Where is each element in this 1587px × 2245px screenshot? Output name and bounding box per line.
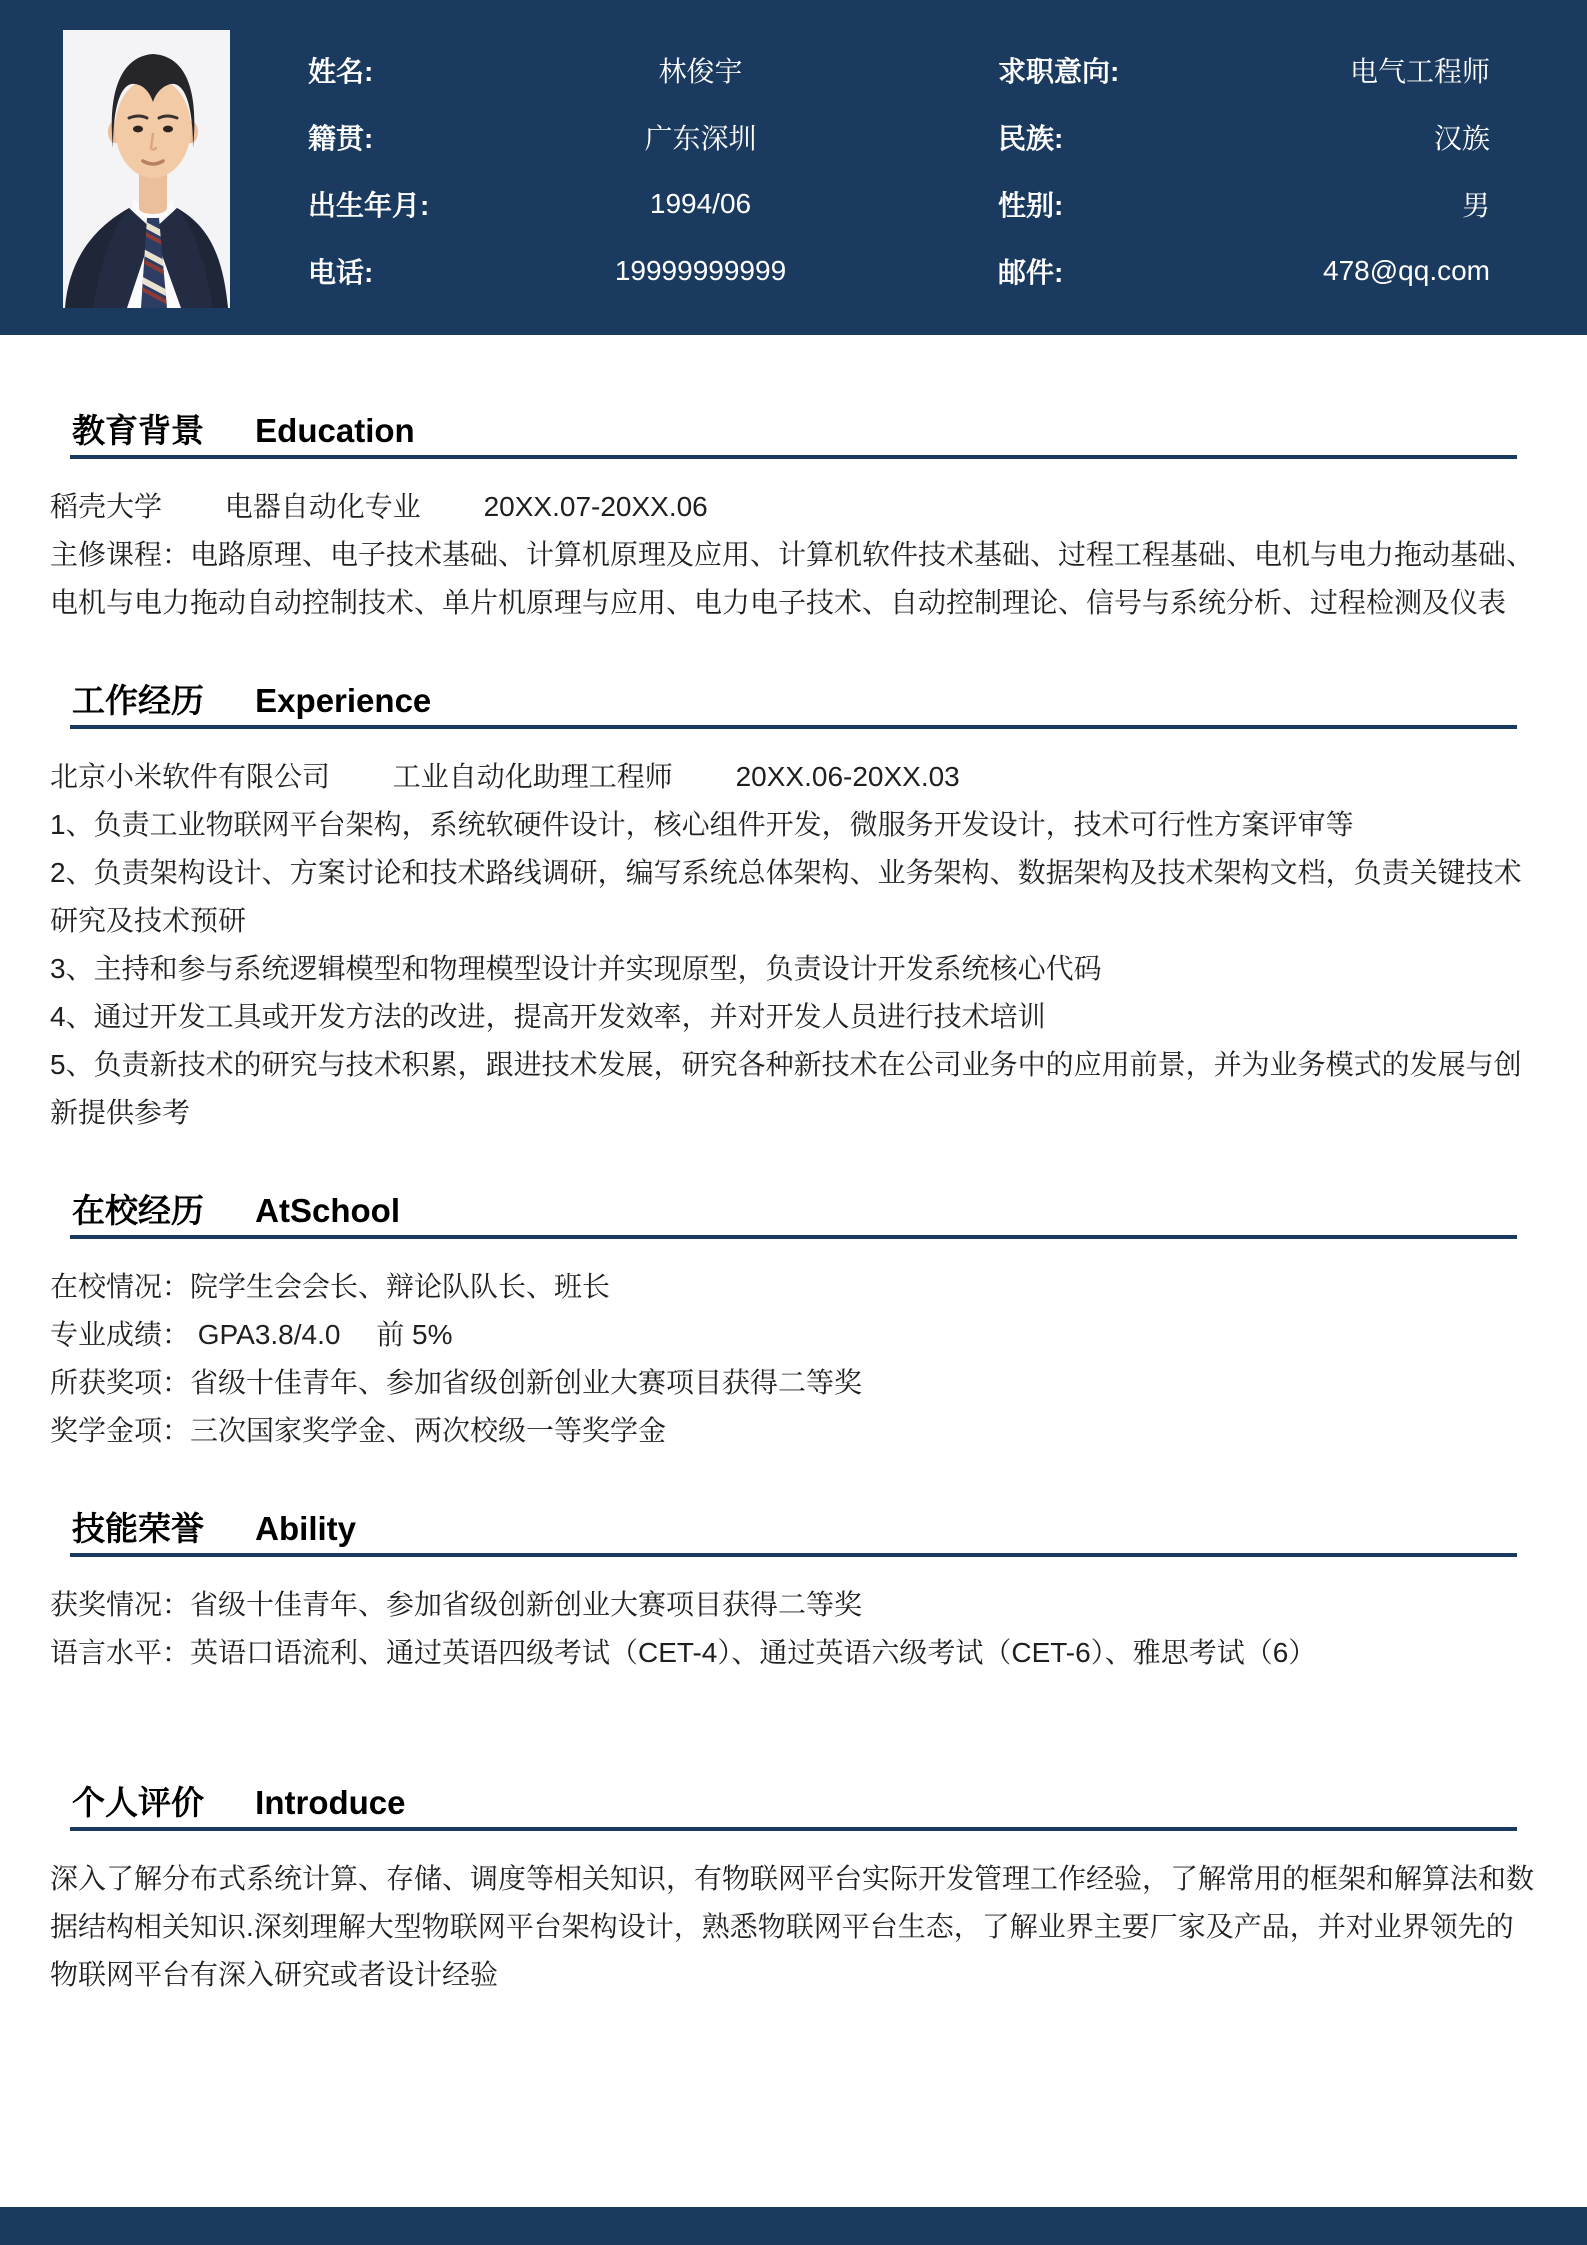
field-label: 求职意向:	[998, 55, 1120, 87]
section-title-cn: 工作经历	[72, 682, 204, 719]
atschool-line: 奖学金项：三次国家奖学金、两次校级一等奖学金	[50, 1415, 667, 1446]
atschool-line: 所获奖项：省级十佳青年、参加省级创新创业大赛项目获得二等奖	[50, 1367, 863, 1398]
field-value: 林俊宇	[658, 55, 743, 87]
field-value: 478@qq.com	[1323, 254, 1490, 286]
field-value: 广东深圳	[644, 122, 757, 154]
field-label: 出生年月:	[308, 189, 430, 221]
field-email	[998, 237, 1490, 304]
school-name: 稻壳大学	[50, 491, 163, 522]
major-name: 电器自动化专业	[224, 491, 421, 522]
field-value: 男	[1461, 189, 1490, 221]
experience-item: 1、负责工业物联网平台架构，系统软硬件设计，核心组件开发，微服务开发设计，技术可行性方案评审等	[50, 809, 1354, 840]
experience-company-line	[50, 753, 1537, 801]
atschool-line: 在校情况：院学生会会长、辩论队队长、班长	[50, 1271, 611, 1302]
ability-section-title	[70, 1511, 1517, 1557]
header	[0, 0, 1587, 335]
field-label: 电话:	[308, 256, 374, 288]
field-label: 邮件:	[998, 256, 1064, 288]
atschool-section-title	[70, 1193, 1517, 1239]
company-name: 北京小米软件有限公司	[50, 761, 331, 792]
introduce-paragraph: 深入了解分布式系统计算、存储、调度等相关知识，有物联网平台实际开发管理工作经验，了解常用的框架和解算法和数据结构相关知识.深刻理解大型物联网平台架构设计，熟悉物联网平台生态，了解业界主要厂家及产品，并对业界领先的物联网平台有深入研究或者设计经验	[50, 1863, 1535, 1990]
experience-item: 3、主持和参与系统逻辑模型和物理模型设计并实现原型，负责设计开发系统核心代码	[50, 953, 1102, 984]
field-birth-date	[308, 170, 923, 237]
experience-body	[50, 753, 1537, 1137]
education-period: 20XX.07-20XX.06	[483, 491, 708, 522]
section-title-cn: 个人评价	[72, 1784, 204, 1821]
section-title-en: Experience	[255, 682, 432, 719]
education-body	[50, 483, 1537, 627]
field-name	[308, 36, 923, 103]
section-title-en: Ability	[255, 1510, 357, 1547]
section-title-en: Education	[255, 412, 415, 449]
section-atschool	[50, 1193, 1537, 1455]
ability-body	[50, 1581, 1537, 1677]
field-label: 姓名:	[308, 55, 374, 87]
ability-line: 获奖情况：省级十佳青年、参加省级创新创业大赛项目获得二等奖	[50, 1589, 863, 1620]
field-value: 19999999999	[614, 254, 787, 286]
experience-section-title	[70, 683, 1517, 729]
resume-body	[0, 335, 1587, 1999]
section-introduce	[50, 1785, 1537, 1999]
experience-period: 20XX.06-20XX.03	[735, 761, 960, 792]
atschool-body	[50, 1263, 1537, 1455]
education-school-line	[50, 483, 1537, 531]
section-title-cn: 教育背景	[72, 412, 204, 449]
atschool-line: 专业成绩： GPA3.8/4.0 前 5%	[50, 1319, 453, 1350]
experience-item: 5、负责新技术的研究与技术积累，跟进技术发展，研究各种新技术在公司业务中的应用前景，并为业务模式的发展与创新提供参考	[50, 1049, 1522, 1128]
field-ethnicity	[998, 103, 1490, 170]
section-title-cn: 在校经历	[72, 1192, 204, 1229]
field-value: 电气工程师	[1349, 55, 1490, 87]
education-section-title	[70, 413, 1517, 459]
introduce-body	[50, 1855, 1537, 1999]
experience-item: 2、负责架构设计、方案讨论和技术路线调研，编写系统总体架构、业务架构、数据架构及技术架构文档，负责关键技术研究及技术预研	[50, 857, 1522, 936]
profile-photo-illustration	[63, 30, 230, 308]
field-job-intent	[998, 36, 1490, 103]
section-education	[50, 413, 1537, 627]
experience-item: 4、通过开发工具或开发方法的改进，提高开发效率，并对开发人员进行技术培训	[50, 1001, 1046, 1032]
field-label: 民族:	[998, 122, 1064, 154]
header-info	[308, 36, 1490, 304]
field-gender	[998, 170, 1490, 237]
profile-photo	[63, 30, 230, 308]
introduce-section-title	[70, 1785, 1517, 1831]
field-native-place	[308, 103, 923, 170]
section-title-cn: 技能荣誉	[72, 1510, 204, 1547]
field-label: 籍贯:	[308, 122, 374, 154]
section-experience	[50, 683, 1537, 1137]
footer-bar	[0, 2207, 1587, 2245]
field-phone	[308, 237, 923, 304]
field-value: 1994/06	[649, 187, 752, 219]
section-title-en: AtSchool	[255, 1192, 400, 1229]
section-ability	[50, 1511, 1537, 1677]
field-value: 汉族	[1433, 122, 1490, 154]
field-label: 性别:	[998, 189, 1064, 221]
education-courses: 主修课程：电路原理、电子技术基础、计算机原理及应用、计算机软件技术基础、过程工程基础、电机与电力拖动基础、电机与电力拖动自动控制技术、单片机原理与应用、电力电子技术、自动控制理论、信号与系统分析、过程检测及仪表	[50, 539, 1535, 618]
job-title: 工业自动化助理工程师	[392, 761, 673, 792]
ability-line: 语言水平：英语口语流利、通过英语四级考试（CET-4）、通过英语六级考试（CET-6）、雅思考试（6）	[50, 1637, 1317, 1668]
section-title-en: Introduce	[255, 1784, 406, 1821]
